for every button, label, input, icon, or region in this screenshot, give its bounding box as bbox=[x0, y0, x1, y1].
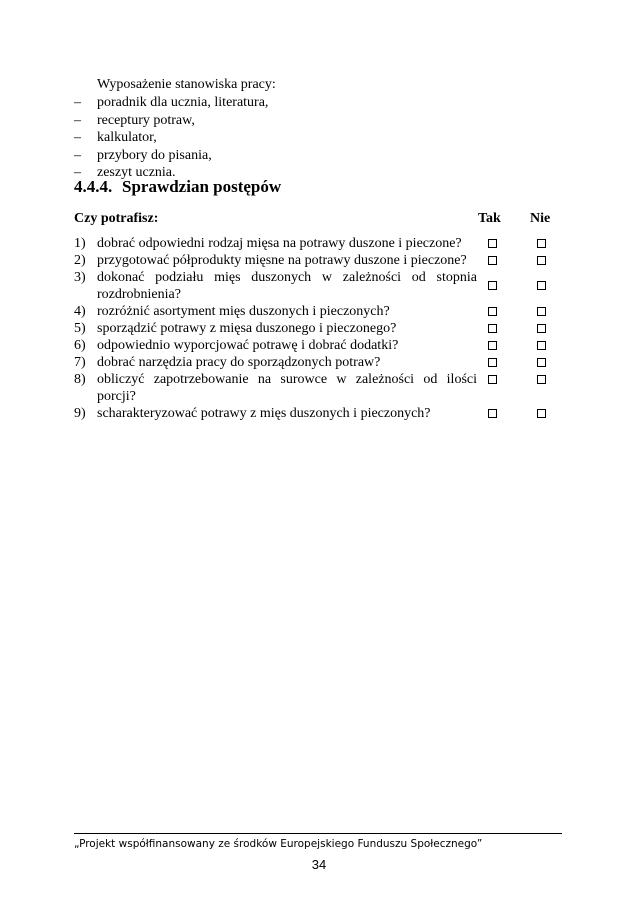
checklist-header bbox=[74, 211, 562, 227]
question-text: przygotować półprodukty mięsne na potrawy duszone i pieczone? bbox=[97, 253, 467, 268]
no-checkbox[interactable] bbox=[537, 358, 546, 367]
question-row bbox=[74, 235, 562, 252]
no-checkbox[interactable] bbox=[537, 307, 546, 316]
no-checkbox[interactable] bbox=[537, 409, 546, 418]
question-text: scharakteryzować potrawy z mięs duszonych i pieczonych? bbox=[97, 406, 431, 421]
equipment-title: Wyposażenie stanowiska pracy: bbox=[97, 77, 276, 92]
question-row bbox=[74, 303, 562, 320]
yes-checkbox[interactable] bbox=[488, 358, 497, 367]
list-item bbox=[74, 147, 268, 165]
no-checkbox[interactable] bbox=[537, 281, 546, 290]
question-number: 8) bbox=[74, 372, 86, 387]
footer-text: „Projekt współfinansowany ze środków Europejskiego Funduszu Społecznego” bbox=[74, 838, 483, 850]
question-row bbox=[74, 354, 562, 371]
yes-checkbox[interactable] bbox=[488, 324, 497, 333]
section-heading bbox=[74, 177, 281, 197]
equipment-item: receptury potraw, bbox=[97, 112, 195, 128]
no-checkbox[interactable] bbox=[537, 341, 546, 350]
bullet-dash: – bbox=[74, 112, 81, 128]
yes-checkbox[interactable] bbox=[488, 239, 497, 248]
yes-checkbox[interactable] bbox=[488, 307, 497, 316]
section-number: 4.4.4. bbox=[74, 177, 113, 196]
no-column-label: Nie bbox=[530, 211, 551, 226]
question-row bbox=[74, 371, 562, 405]
equipment-item: przybory do pisania, bbox=[97, 147, 212, 163]
question-number: 7) bbox=[74, 355, 86, 370]
question-row bbox=[74, 405, 562, 422]
no-checkbox[interactable] bbox=[537, 256, 546, 265]
question-number: 2) bbox=[74, 253, 86, 268]
question-number: 3) bbox=[74, 270, 86, 285]
section-title: Sprawdzian postępów bbox=[122, 177, 282, 196]
question-row bbox=[74, 252, 562, 269]
page-number: 34 bbox=[311, 857, 327, 872]
question-number: 9) bbox=[74, 406, 86, 421]
equipment-item: poradnik dla ucznia, literatura, bbox=[97, 95, 269, 110]
question-row bbox=[74, 320, 562, 337]
question-number: 6) bbox=[74, 338, 86, 353]
question-number: 4) bbox=[74, 304, 86, 319]
question-number: 1) bbox=[74, 236, 86, 251]
yes-column-label: Tak bbox=[478, 211, 501, 226]
bullet-dash: – bbox=[74, 147, 81, 163]
question-text: dobrać narzędzia pracy do sporządzonych potraw? bbox=[97, 355, 381, 370]
yes-checkbox[interactable] bbox=[488, 409, 497, 418]
question-text: obliczyć zapotrzebowanie na surowce w zależności od ilości porcji? bbox=[97, 372, 477, 404]
question-text: odpowiednio wyporcjować potrawę i dobrać dodatki? bbox=[97, 338, 399, 353]
yes-checkbox[interactable] bbox=[488, 375, 497, 384]
question-text: dobrać odpowiedni rodzaj mięsa na potrawy duszone i pieczone? bbox=[97, 236, 462, 251]
checklist-prompt: Czy potrafisz: bbox=[74, 211, 159, 226]
question-row bbox=[74, 337, 562, 354]
question-row bbox=[74, 269, 562, 303]
bullet-dash: – bbox=[74, 165, 81, 180]
question-text: dokonać podziału mięs duszonych w zależności od stopnia rozdrobnienia? bbox=[97, 270, 477, 302]
list-item bbox=[74, 112, 268, 130]
equipment-item: kalkulator, bbox=[97, 130, 157, 145]
list-item bbox=[74, 129, 268, 147]
question-list bbox=[74, 235, 562, 422]
question-text: sporządzić potrawy z mięsa duszonego i pieczonego? bbox=[97, 321, 397, 336]
list-item bbox=[74, 94, 268, 112]
yes-checkbox[interactable] bbox=[488, 281, 497, 290]
equipment-item: zeszyt ucznia. bbox=[97, 165, 176, 180]
question-number: 5) bbox=[74, 321, 86, 336]
equipment-list bbox=[74, 94, 268, 182]
no-checkbox[interactable] bbox=[537, 375, 546, 384]
yes-checkbox[interactable] bbox=[488, 256, 497, 265]
footer-divider bbox=[74, 833, 562, 834]
bullet-dash: – bbox=[74, 95, 81, 110]
question-text: rozróżnić asortyment mięs duszonych i pieczonych? bbox=[97, 304, 390, 319]
bullet-dash: – bbox=[74, 130, 81, 145]
no-checkbox[interactable] bbox=[537, 324, 546, 333]
no-checkbox[interactable] bbox=[537, 239, 546, 248]
yes-checkbox[interactable] bbox=[488, 341, 497, 350]
